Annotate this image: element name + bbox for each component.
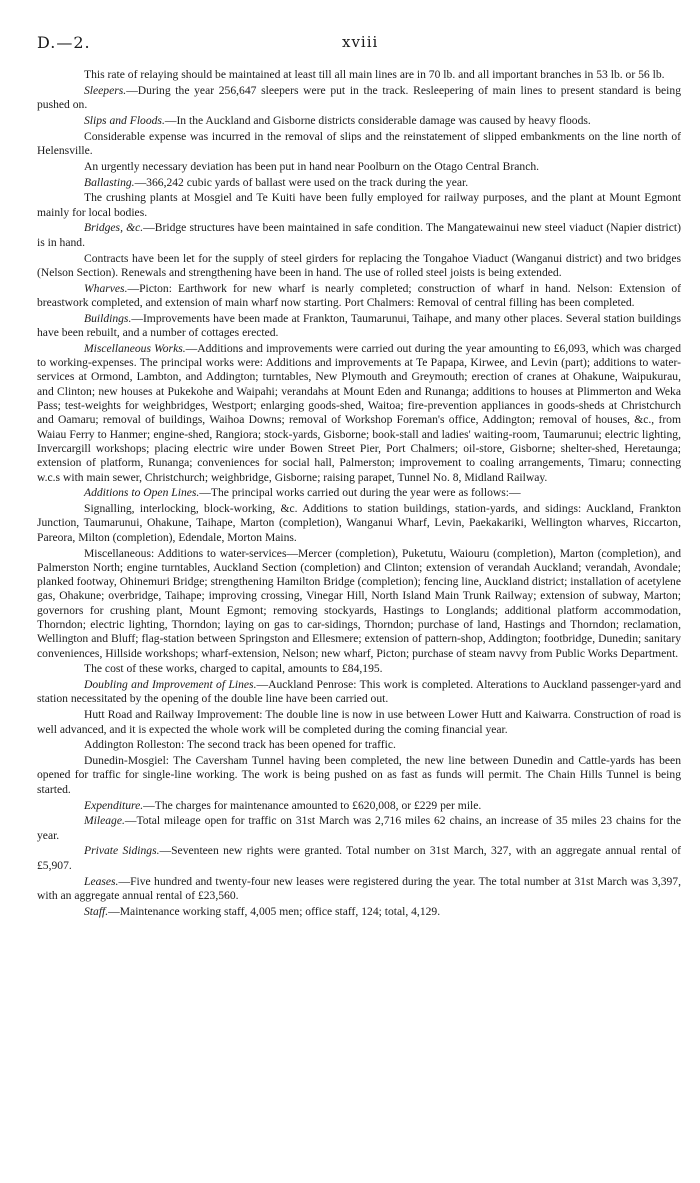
paragraph-text: —Additions and improvements were carried out during the year amounting to £6,093, which was charged to working-expenses. The principal works were: Additions and improvements at Te Papapa, Kirwee, and Levin (part); additions to water-services at Ormond, Lambton, and Addington; turntables, New Plymouth and Greymouth; erection of cranes at Ohakune, Waipukurau, and Clinton; new houses at Pukekohe and Waipahi; verandahs at Mount Eden and Runanga; additions to houses at Plimmerton and Weka Pass; test-weights for weighbridges, Westport; enlarging goods-shed, Waitoa; fire-prevention appliances in goods-sheds at Christchurch and Oamaru; removal of buildings, Waihoa Downs; removal of Workshop Foreman's office, Addington; removal of houses, &c., from Waiau Ferry to Hanmer; engine-shed, Rangiora; stock-yards, Gisborne; book-stall and ladies' waiting-room, Taumarunui; electric lighting, Invercargill workshops; placing electric wire under Bowen Street Pier, Port Chalmers; oil-store, Gisborne; shelter-shed, Heretaunga; extension of platform, Runanga; conveniences for social hall, Palmerston; improvement to coaling arrangements, Timaru; connecting w.c.s with main sewer, Christchurch; weighbridge, Gisborne; raising parapet, Tunnel No. 8, Midland Railway.: [37, 341, 681, 484]
paragraph-doubling: [37, 678, 681, 707]
paragraph-buildings: [37, 312, 681, 341]
paragraph-text: Dunedin-Mosgiel: The Caversham Tunnel having been completed, the new line between Dunedin and Cattle-yards has been opened for traffic for single-line working. The work is being pushed on as fast as funds will permit. The Chain Hills Tunnel is being started.: [37, 754, 681, 796]
page-header: [37, 33, 681, 55]
paragraph-expenditure: [37, 799, 681, 813]
document-page: [37, 0, 681, 1183]
paragraph-heading: Sleepers.: [84, 83, 127, 97]
paragraph-addington-rolleston: [37, 738, 681, 752]
paragraph-ballasting: [37, 176, 681, 190]
paragraph-slips-expense: [37, 130, 681, 159]
paragraph-text: Hutt Road and Railway Improvement: The double line is now in use between Lower Hutt and Kaiwarra. Construction of road is well advanced, and it is expected the whole work will be completed during the coming financial year.: [37, 708, 681, 736]
paragraph-text: —Seventeen new rights were granted. Total number on 31st March, 327, with an aggregate annual rental of £5,907.: [37, 844, 681, 872]
paragraph-crushing-plants: [37, 191, 681, 220]
paragraph-heading: Additions to Open Lines.: [84, 486, 200, 500]
paragraph-heading: Buildings.: [84, 311, 132, 325]
paragraph-text: Miscellaneous: Additions to water-services—Mercer (completion), Puketutu, Waiouru (completion), Marton (completion), and Palmerston North; engine turntables, Auckland Section (completion) and Clinton; extension of verandah Auckland; verandah, Avondale; planked footway, Ohinemuri Bridge; strengthening Hamilton Bridge (completion); fencing line, Auckland district; installation of acetylene gas, Ohakune; overbridge, Taihape; improving crossing, Vinegar Hill, North Island Main Trunk Railway; extension of subway, Marton; governors for crushing plant, Mount Egmont; removing stockyards, Hastings to Longlands; additional platform accommodation, Thorndon; electric lighting, Thorndon; laying on gas to car-sidings, Thorndon; purchase of land, Hastings and Thorndon; reclamation, Wellington and Bluff; flag-station between Springston and Ellesmere; extension of pattern-shop, Addington; footbridge, Dunedin; sanitary conveniences, Hillside workshops; wharf-extension, Nelson; new wharf, Picton; purchase of steam navvy from Public Works Department.: [37, 546, 681, 660]
paragraph-text: —Total mileage open for traffic on 31st March was 2,716 miles 62 chains, an increase of 35 miles 23 chains for the year.: [37, 814, 681, 842]
paragraph-text: —The principal works carried out during the year were as follows:—: [199, 486, 521, 500]
paragraph-text: —Bridge structures have been maintained in safe condition. The Mangatewainui new steel viaduct (Napier district) is in hand.: [37, 221, 681, 249]
paragraph-heading: Staff.: [84, 904, 109, 918]
paragraph-text: —366,242 cubic yards of ballast were used on the track during the year.: [134, 175, 469, 189]
paragraph-text: —Picton: Earthwork for new wharf is nearly completed; construction of wharf in hand. Nelson: Extension of breastwork completed, and extension of main wharf now starting. Port Chalmers: Removal of central filling has been completed.: [37, 281, 681, 309]
paragraph-cost: [37, 662, 681, 676]
paragraph-text: —Five hundred and twenty-four new leases were registered during the year. The total number at 31st March was 3,397, with an aggregate annual rental of £23,560.: [37, 874, 681, 902]
paragraph-text: The crushing plants at Mosgiel and Te Kuiti have been fully employed for railway purposes, and the plant at Mount Egmont mainly for local bodies.: [37, 191, 681, 219]
paragraph-private-sidings: [37, 844, 681, 873]
paragraph-heading: Private Sidings.: [84, 844, 160, 858]
paragraph-slips-and-floods: [37, 114, 681, 128]
paragraph-heading: Slips and Floods.: [84, 113, 165, 127]
paragraph-additions-open-lines: [37, 486, 681, 500]
paragraph-text: Signalling, interlocking, block-working, &c. Additions to station buildings, station-yards, and sidings: Auckland, Frankton Junction, Taumarunui, Ohakune, Taihape, Marton (completion), Wanganui Wharf, Levin, Paekakariki, Wellington wharves, Riccarton, Pareora, Milton (completion), Edendale, Morton Mains.: [37, 502, 681, 544]
paragraph-dunedin-mosgiel: [37, 754, 681, 797]
paragraph-staff: [37, 905, 681, 919]
paragraph-heading: Wharves.: [84, 281, 128, 295]
paragraph-heading: Ballasting.: [84, 175, 135, 189]
paragraph-wharves: [37, 282, 681, 311]
paragraph-contracts: [37, 252, 681, 281]
paragraph-text: Considerable expense was incurred in the removal of slips and the reinstatement of slipped embankments on the line north of Helensville.: [37, 129, 681, 157]
paragraph-text: An urgently necessary deviation has been put in hand near Poolburn on the Otago Central Branch.: [84, 159, 540, 173]
paragraph-deviation: [37, 160, 681, 174]
paragraph-heading: Leases.: [84, 874, 119, 888]
paragraph-hutt-road: [37, 708, 681, 737]
paragraph-text: This rate of relaying should be maintained at least till all main lines are in 70 lb. and all important branches in 53 lb. or 56 lb.: [84, 68, 665, 81]
document-body: [37, 68, 681, 920]
paragraph-text: The cost of these works, charged to capital, amounts to £84,195.: [84, 662, 383, 676]
paragraph-text: Addington Rolleston: The second track has been opened for traffic.: [84, 738, 396, 752]
paragraph-sleepers: [37, 84, 681, 113]
paragraph-text: —Auckland Penrose: This work is completed. Alterations to Auckland passenger-yard and station necessitated by the opening of the double line have been carried out.: [37, 678, 681, 706]
paragraph-text: Contracts have been let for the supply of steel girders for replacing the Tongahoe Viaduct (Wanganui district) and two bridges (Nelson Section). Renewals and strengthening have been in hand. The use of rolled steel joists is being extended.: [37, 251, 681, 279]
paragraph-text: —The charges for maintenance amounted to £620,008, or £229 per mile.: [143, 798, 482, 812]
paragraph-mileage: [37, 814, 681, 843]
paragraph-heading: Mileage.: [84, 814, 125, 828]
paragraph-heading: Doubling and Improvement of Lines.: [84, 678, 257, 692]
paragraph-text: —In the Auckland and Gisborne districts considerable damage was caused by heavy floods.: [164, 113, 591, 127]
paragraph-bridges: [37, 221, 681, 250]
paragraph-text: —During the year 256,647 sleepers were put in the track. Resleepering of main lines to present standard is being pushed on.: [37, 83, 681, 112]
paragraph-leases: [37, 875, 681, 904]
parliamentary-paper-reference: D.—2.: [37, 33, 91, 52]
paragraph-heading: Bridges, &c.: [84, 221, 144, 235]
paragraph-relaying: [37, 68, 681, 82]
page-number: xviii: [342, 33, 379, 51]
paragraph-miscellaneous: [37, 547, 681, 661]
paragraph-heading: Miscellaneous Works.: [84, 341, 186, 355]
paragraph-heading: Expenditure.: [84, 798, 144, 812]
paragraph-signalling: [37, 502, 681, 545]
paragraph-miscellaneous-works: [37, 342, 681, 485]
paragraph-text: —Maintenance working staff, 4,005 men; office staff, 124; total, 4,129.: [108, 904, 441, 918]
paragraph-text: —Improvements have been made at Frankton, Taumarunui, Taihape, and many other places. Several station buildings have been rebuilt, and a number of cottages erected.: [37, 311, 681, 340]
